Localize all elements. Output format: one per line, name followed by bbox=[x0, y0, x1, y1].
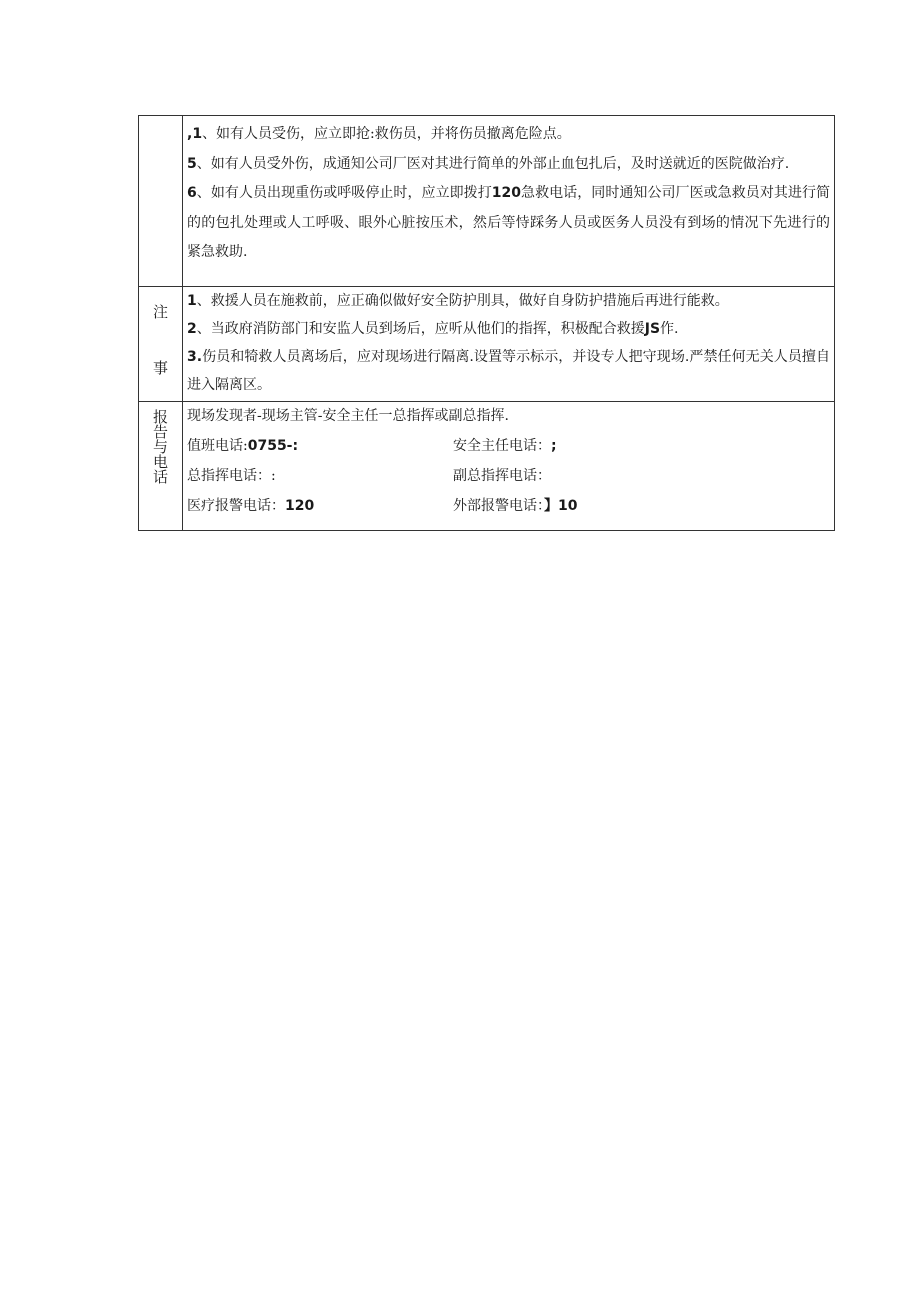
phone-label: 安全主任电话： bbox=[453, 438, 551, 454]
list-item: 3.伤员和犄救人员离场后，应对现场进行隔离.设置等示标示，并设专人把守现场.严禁任何无关人员擅自进入隔离区。 bbox=[187, 349, 830, 393]
rescue-label-cell bbox=[139, 116, 183, 287]
notes-label-cell bbox=[139, 287, 183, 402]
report-label: 报告与电话 bbox=[152, 408, 168, 486]
rescue-content bbox=[183, 116, 835, 287]
phone-row bbox=[187, 490, 834, 520]
phone-label: 总指挥电话： bbox=[187, 468, 271, 484]
phone-label: 外部报警电话： bbox=[453, 498, 544, 514]
notes-label-bottom: 事 bbox=[152, 359, 168, 377]
list-item: 2、当政府消防部门和安监人员到场后，应听从他们的指挥，积极配合救援JS作. bbox=[187, 321, 679, 337]
emergency-procedure-table bbox=[138, 115, 835, 531]
list-item: ,1、如有人员受伤，应立即抢:救伤员，并将伤员撤离危险点。 bbox=[187, 126, 571, 142]
report-content bbox=[183, 402, 835, 531]
phone-label: 医疗报警电话： bbox=[187, 498, 285, 514]
notes-label-top: 注 bbox=[152, 303, 168, 321]
report-flow: 现场发现者-现场主管-安全主任一总指挥或副总指挥. bbox=[187, 408, 509, 424]
phone-label: 值班电话: bbox=[187, 438, 248, 454]
phone-value: 0755-: bbox=[247, 438, 299, 454]
report-label-cell bbox=[139, 402, 183, 531]
phone-value: 】10 bbox=[544, 498, 578, 514]
phone-value: 120 bbox=[285, 498, 315, 514]
phone-label: 副总指挥电话： bbox=[453, 468, 551, 484]
list-item: 5、如有人员受外伤，成通知公司厂医对其进行简单的外部止血包扎后，及时送就近的医院做治疗. bbox=[187, 155, 790, 172]
report-section bbox=[139, 402, 835, 531]
phone-value: : bbox=[271, 468, 276, 484]
list-item: 6、如有人员出现重伤或呼吸停止时，应立即拨打120急救电话，同时通知公司厂医或急救员对其进行简的的包扎处理或人工呼吸、眼外心脏按压术，然后等恃踩务人员或医务人员没有到场的情况下先进行的紧急救助. bbox=[187, 185, 831, 260]
phone-row bbox=[187, 430, 834, 460]
rescue-section bbox=[139, 116, 835, 287]
notes-section bbox=[139, 287, 835, 402]
list-item: 1、救援人员在施救前，应正确似做好安全防护刖具，做好自身防护措施后再进行能救。 bbox=[187, 293, 729, 309]
notes-content bbox=[183, 287, 835, 402]
phone-value: ; bbox=[551, 438, 557, 454]
phone-row bbox=[187, 460, 834, 490]
